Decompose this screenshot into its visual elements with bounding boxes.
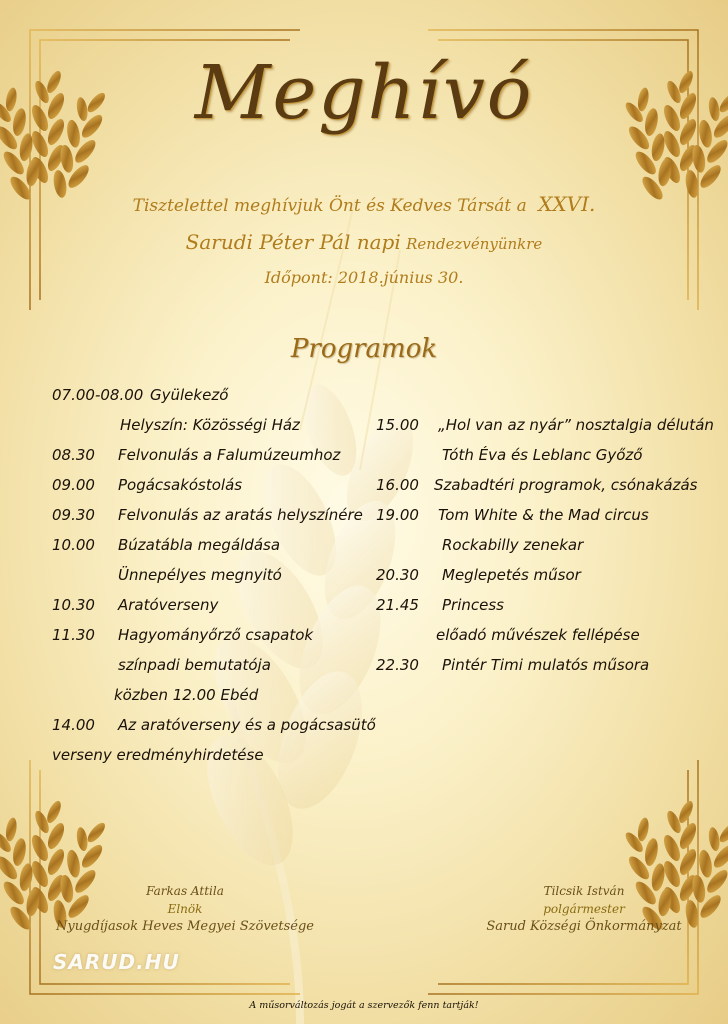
signature-right <box>470 882 698 936</box>
program-time: 11.30 <box>52 626 95 644</box>
program-text: Rockabilly zenekar <box>442 536 584 554</box>
program-time: 07.00-08.00 <box>52 386 144 404</box>
program-row <box>52 536 280 554</box>
program-row <box>52 386 228 404</box>
program-text: Felvonulás a Falumúzeumhoz <box>118 446 341 464</box>
program-text: „Hol van az nyár” nosztalgia délután <box>438 416 714 434</box>
signature-left <box>40 882 330 936</box>
program-text: Ünnepélyes megnyitó <box>118 566 282 584</box>
program-time: 10.30 <box>52 596 95 614</box>
program-row <box>118 656 271 674</box>
program-row <box>118 566 282 584</box>
program-text: Tóth Éva és Leblanc Győző <box>442 446 643 464</box>
program-time: 09.30 <box>52 506 95 524</box>
intro-line-2 <box>0 230 728 254</box>
program-text: Búzatábla megáldása <box>118 536 281 554</box>
program-text: Princess <box>442 596 504 614</box>
program-time: 16.00 <box>376 476 419 494</box>
event-date: Időpont: 2018.június 30. <box>264 268 464 287</box>
program-row <box>52 716 376 734</box>
event-name: Sarudi Péter Pál napi <box>185 230 401 254</box>
program-time: 19.00 <box>376 506 419 524</box>
program-row <box>376 656 649 674</box>
program-row <box>376 416 714 434</box>
program-text: előadó művészek fellépése <box>436 626 640 644</box>
program-text: színpadi bemutatója <box>118 656 271 674</box>
intro-line-1 <box>0 192 728 216</box>
site-watermark: SARUD.HU <box>53 950 180 974</box>
program-row <box>376 596 504 614</box>
intro-text: Tisztelettel meghívjuk Önt és Kedves Társát a <box>132 196 527 216</box>
program-time: 21.45 <box>376 596 419 614</box>
program-text: Hagyományőrző csapatok <box>118 626 314 644</box>
program-time: 20.30 <box>376 566 419 584</box>
program-row <box>52 626 313 644</box>
program-text: Felvonulás az aratás helyszínére <box>118 506 363 524</box>
event-suffix: Rendezvényünkre <box>406 235 543 253</box>
program-text: Tom White & the Mad circus <box>438 506 649 524</box>
program-time: 22.30 <box>376 656 419 674</box>
page-title: Meghívó <box>194 50 534 136</box>
program-text: Pintér Timi mulatós műsora <box>442 656 650 674</box>
program-text: Szabadtéri programok, csónakázás <box>434 476 698 494</box>
program-row <box>376 476 698 494</box>
signer-name: Tilcsik István <box>543 884 625 898</box>
signer-position: polgármester <box>543 902 625 916</box>
program-text: Gyülekező <box>150 386 229 404</box>
program-row <box>442 446 643 464</box>
signer-name: Farkas Attila <box>146 884 224 898</box>
program-text: Pogácsakóstolás <box>118 476 243 494</box>
program-text: közben 12.00 Ebéd <box>114 686 259 704</box>
program-row <box>114 686 258 704</box>
program-row <box>52 446 340 464</box>
program-text: Helyszín: Közösségi Ház <box>120 416 300 434</box>
program-time: 08.30 <box>52 446 95 464</box>
program-row <box>442 536 583 554</box>
program-time: 14.00 <box>52 716 95 734</box>
program-time: 15.00 <box>376 416 419 434</box>
program-row <box>436 626 640 644</box>
program-time: 09.00 <box>52 476 95 494</box>
program-row <box>120 416 300 434</box>
program-text: Meglepetés műsor <box>442 566 581 584</box>
signer-organization: Nyugdíjasok Heves Megyei Szövetsége <box>56 919 314 934</box>
program-row <box>52 476 242 494</box>
footer-note: A műsorváltozás jogát a szervezők fenn tartják! <box>249 1000 479 1011</box>
program-row <box>376 566 581 584</box>
program-row <box>52 746 264 764</box>
edition-number: XXVI. <box>538 192 596 216</box>
program-time: 10.00 <box>52 536 95 554</box>
program-row <box>52 506 363 524</box>
program-text: Az aratóverseny és a pogácsasütő <box>118 716 376 734</box>
program-text: Aratóverseny <box>118 596 219 614</box>
signer-organization: Sarud Községi Önkormányzat <box>486 919 682 934</box>
program-row <box>52 596 218 614</box>
signer-position: Elnök <box>167 902 203 916</box>
program-text: verseny eredményhirdetése <box>52 746 264 764</box>
programs-heading: Programok <box>290 334 438 364</box>
program-row <box>376 506 649 524</box>
